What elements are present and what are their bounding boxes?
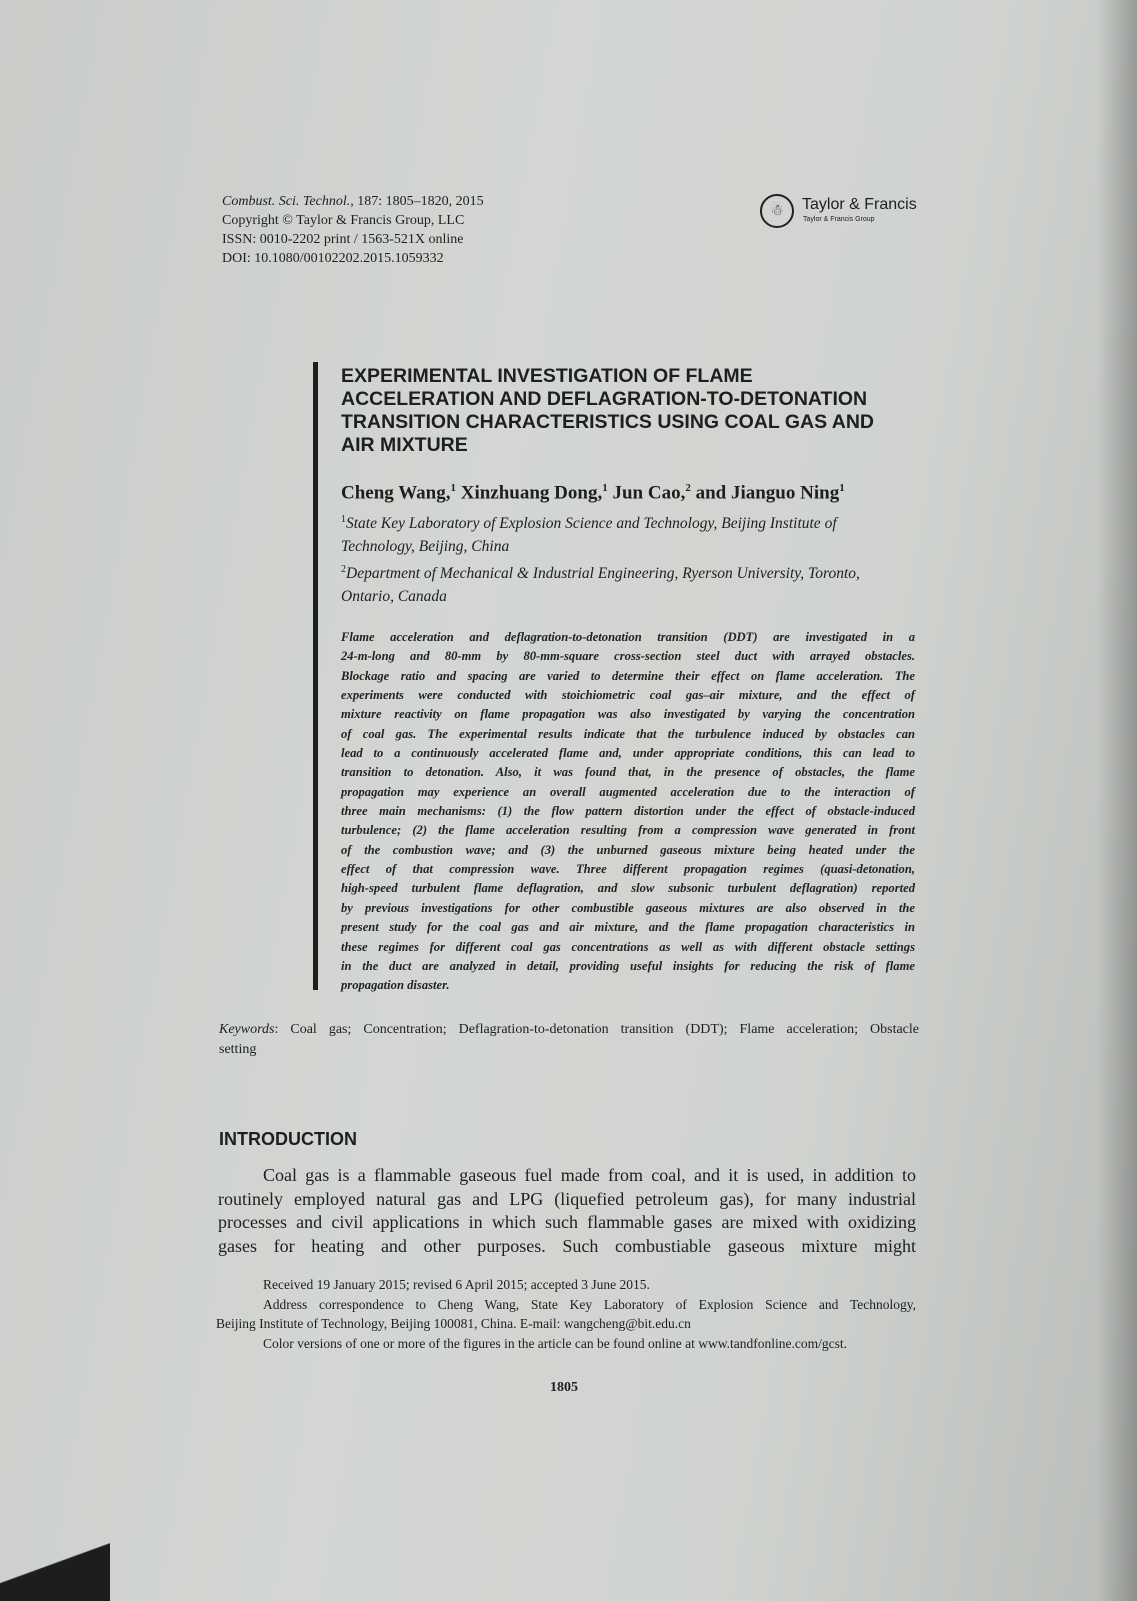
affiliation-marker: 1 <box>602 482 608 494</box>
doi-line: DOI: 10.1080/00102202.2015.1059332 <box>222 251 444 266</box>
abstract-line: of the combustion wave; and (3) the unburned gaseous mixture being heated under the <box>341 842 915 857</box>
keywords-label: Keywords <box>219 1022 275 1037</box>
lamp-icon: ☃ <box>760 194 794 228</box>
author-name: Cheng Wang, <box>341 482 451 504</box>
author-name: and Jianguo Ning <box>690 482 840 504</box>
title-line: AIR MIXTURE <box>341 434 468 456</box>
affiliation-marker: 2 <box>685 482 691 494</box>
correspondence-line: Beijing Institute of Technology, Beijing 100081, China. E-mail: wangcheng@bit.edu.cn <box>216 1316 691 1331</box>
affiliation-line: $^2$Department of Mechanical & Industrial Engineering, Ryerson University, Toronto, <box>341 564 860 583</box>
abstract-line: present study for the coal gas and air mixture, and the flame propagation characteristics in <box>341 920 915 935</box>
author-name: Jun Cao, <box>607 482 686 504</box>
abstract-line: turbulence; (2) the flame acceleration resulting from a compression wave generated in front <box>341 823 915 838</box>
abstract-line: in the duct are analyzed in detail, providing useful insights for reducing the risk of flame <box>341 958 915 973</box>
abstract-line: effect of that compression wave. Three different propagation regimes (quasi-detonation, <box>341 862 915 877</box>
abstract-line: experiments were conducted with stoichiometric coal gas–air mixture, and the effect of <box>341 688 915 703</box>
introduction-paragraph <box>218 1164 916 1258</box>
abstract-line: 24-m-long and 80-mm by 80-mm-square cross-section steel duct with arrayed obstacles. <box>341 649 915 664</box>
issn-line: ISSN: 0010-2202 print / 1563-521X online <box>222 232 464 247</box>
correspondence-line: Address correspondence to Cheng Wang, State Key Laboratory of Explosion Science and Technology, <box>263 1296 916 1312</box>
author-list <box>341 482 845 504</box>
footnotes <box>216 1275 916 1353</box>
affiliation-line: Ontario, Canada <box>341 588 447 606</box>
title-line: EXPERIMENTAL INVESTIGATION OF FLAME <box>341 365 753 387</box>
journal-citation: Combust. Sci. Technol., 187: 1805–1820, 2015 <box>222 194 484 209</box>
abstract <box>341 628 915 996</box>
keywords <box>219 1020 919 1060</box>
abstract-line: high-speed turbulent flame deflagration, and slow subsonic turbulent deflagration) reported <box>341 881 915 896</box>
publisher-logo <box>760 194 930 234</box>
abstract-line: by previous investigations for other combustible gaseous mixtures are also observed in the <box>341 900 915 915</box>
keywords-line: Keywords: Coal gas; Concentration; Deflagration-to-detonation transition (DDT); Flame acceleration; Obstacle <box>219 1022 919 1037</box>
page-edge-shadow <box>1097 0 1137 1601</box>
abstract-line: lead to a continuously accelerated flame and, under appropriate conditions, this can lead to <box>341 746 915 761</box>
publisher-group: Taylor & Francis Group <box>803 216 875 223</box>
abstract-line: transition to detonation. Also, it was found that, in the presence of obstacles, the flame <box>341 765 915 780</box>
abstract-line: Blockage ratio and spacing are varied to determine their effect on flame acceleration. The <box>341 668 915 683</box>
abstract-line: mixture reactivity on flame propagation was also investigated by varying the concentration <box>341 707 915 722</box>
affiliation-marker: 1 <box>450 482 456 494</box>
color-versions-note: Color versions of one or more of the figures in the article can be found online at www.tandfonline.com/gcst. <box>263 1335 847 1351</box>
affiliations <box>341 508 921 608</box>
keywords-line: setting <box>219 1042 257 1057</box>
affiliation-line: Technology, Beijing, China <box>341 538 510 556</box>
abstract-line: three main mechanisms: (1) the flow pattern distortion under the effect of obstacle-induced <box>341 804 915 819</box>
page-corner-shadow <box>0 1511 110 1601</box>
affiliation-line: $^1$State Key Laboratory of Explosion Science and Technology, Beijing Institute of <box>341 514 837 533</box>
received-dates: Received 19 January 2015; revised 6 April 2015; accepted 3 June 2015. <box>263 1277 650 1292</box>
abstract-line: these regimes for different coal gas concentrations as well as with different obstacle settings <box>341 939 915 954</box>
affiliation-marker: 1 <box>839 482 845 494</box>
abstract-line: propagation may experience an overall augmented acceleration due to the interaction of <box>341 784 915 799</box>
copyright-line: Copyright © Taylor & Francis Group, LLC <box>222 213 465 228</box>
title-line: ACCELERATION AND DEFLAGRATION-TO-DETONATION <box>341 388 868 410</box>
page-number: 1805 <box>550 1380 578 1395</box>
abstract-line: of coal gas. The experimental results indicate that the turbulence induced by obstacles can <box>341 726 915 741</box>
publisher-name: Taylor & Francis <box>802 196 917 213</box>
body-line: routinely employed natural gas and LPG (liquefied petroleum gas), for many industrial <box>218 1188 916 1209</box>
abstract-line: Flame acceleration and deflagration-to-detonation transition (DDT) are investigated in a <box>341 630 915 644</box>
title-line: TRANSITION CHARACTERISTICS USING COAL GAS AND <box>341 411 875 433</box>
journal-header <box>222 192 484 268</box>
abstract-line: propagation disaster. <box>341 978 450 993</box>
body-line: processes and civil applications in which such flammable gases are mixed with oxidizing <box>218 1212 916 1232</box>
author-name: Xinzhuang Dong, <box>455 482 603 504</box>
section-heading: INTRODUCTION <box>219 1129 357 1149</box>
body-line: gases for heating and other purposes. Such combustiable gaseous mixture might <box>218 1235 916 1256</box>
body-line: Coal gas is a flammable gaseous fuel made from coal, and it is used, in addition to <box>263 1165 916 1185</box>
title-accent-bar <box>313 362 318 990</box>
article-title <box>341 365 921 457</box>
